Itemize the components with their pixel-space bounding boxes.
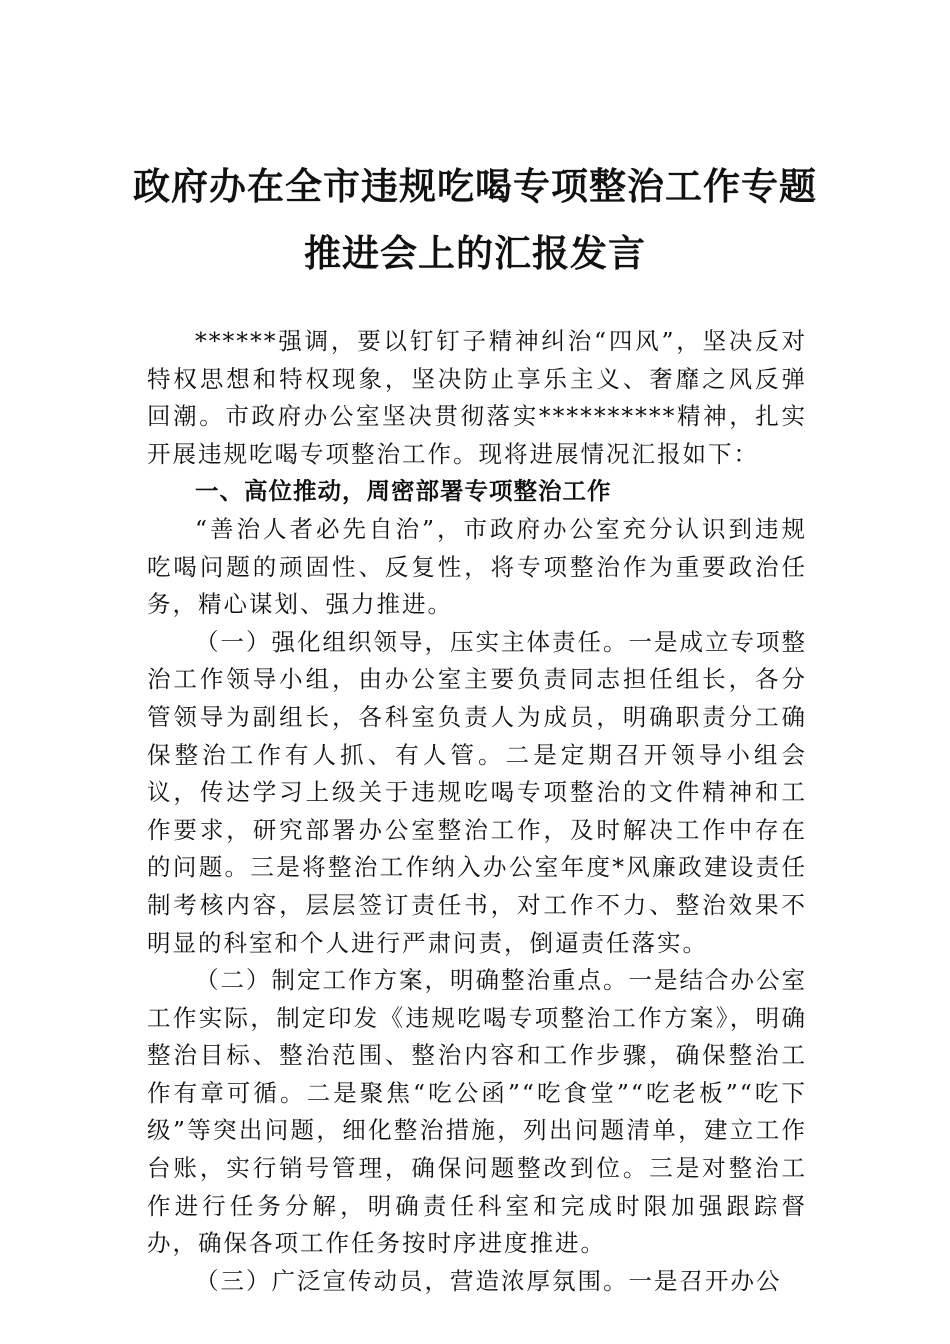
document-body [147,323,807,1300]
section-1-intro-paragraph: “善治人者必先自治”，市政府办公室充分认识到违规吃喝问题的顽固性、反复性，将专项整治作为重要政治任务，精心谋划、强力推进。 [147,514,807,619]
document-title-line-1: 政府办在全市违规吃喝专项整治工作专题 [133,164,817,208]
subsection-3-paragraph: （三）广泛宣传动员，营造浓厚氛围。一是召开办公 [195,1266,782,1295]
document-title-line-2: 推进会上的汇报发言 [304,231,646,275]
intro-paragraph: ******强调，要以钉钉子精神纠治“四风”，坚决反对特权思想和特权现象，坚决防止享乐主义、奢靡之风反弹回潮。市政府办公室坚决贯彻落实**********精神，扎实开展违规吃喝专项整治工作。现将进展情况汇报如下： [147,327,807,468]
subsection-2-paragraph: （二）制定工作方案，明确整治重点。一是结合办公室工作实际，制定印发《违规吃喝专项整治工作方案》，明确整治目标、整治范围、整治内容和工作步骤，确保整治工作有章可循。二是聚焦“吃公函”“吃食堂”“吃老板”“吃下级”等突出问题，细化整治措施，列出问题清单，建立工作台账，实行销号管理，确保问题整改到位。三是对整治工作进行任务分解，明确责任科室和完成时限加强跟踪督办，确保各项工作任务按时序进度推进。 [147,966,807,1258]
section-heading-1: 一、高位推动，周密部署专项整治工作 [195,477,612,506]
subsection-1-paragraph: （一）强化组织领导，压实主体责任。一是成立专项整治工作领导小组，由办公室主要负责同志担任组长，各分管领导为副组长，各科室负责人为成员，明确职责分工确保整治工作有人抓、有人管。二是定期召开领导小组会议，传达学习上级关于违规吃喝专项整治的文件精神和工作要求，研究部署办公室整治工作，及时解决工作中存在的问题。三是将整治工作纳入办公室年度*风廉政建设责任制考核内容，层层签订责任书，对工作不力、整治效果不明显的科室和个人进行严肃问责，倒逼责任落实。 [147,627,807,957]
